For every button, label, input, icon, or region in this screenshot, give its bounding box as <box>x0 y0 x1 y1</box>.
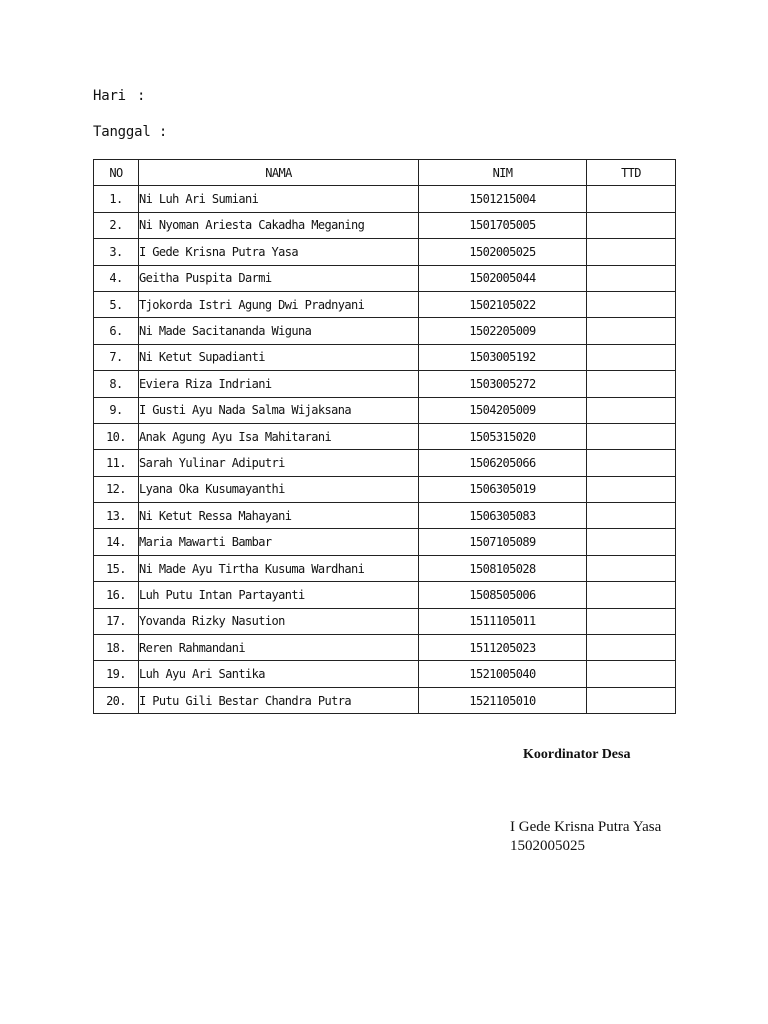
row-nama: Ni Ketut Supadianti <box>139 344 419 370</box>
row-nim: 1504205009 <box>419 397 587 423</box>
row-ttd-signature-cell <box>587 265 676 291</box>
table-row <box>94 344 676 370</box>
row-nama: Anak Agung Ayu Isa Mahitarani <box>139 423 419 449</box>
row-number: 18. <box>94 635 139 661</box>
row-nama: I Gusti Ayu Nada Salma Wijaksana <box>139 397 419 423</box>
table-row <box>94 687 676 713</box>
row-nama: I Gede Krisna Putra Yasa <box>139 239 419 265</box>
row-nama: Lyana Oka Kusumayanthi <box>139 476 419 502</box>
row-number: 13. <box>94 503 139 529</box>
row-number: 15. <box>94 555 139 581</box>
koordinator-nim: 1502005025 <box>510 838 585 854</box>
row-nama: Reren Rahmandani <box>139 635 419 661</box>
row-number: 8. <box>94 371 139 397</box>
table-row <box>94 476 676 502</box>
tanggal-field <box>93 124 171 140</box>
row-ttd-signature-cell <box>587 476 676 502</box>
row-nama: Yovanda Rizky Nasution <box>139 608 419 634</box>
row-nama: Ni Ketut Ressa Mahayani <box>139 503 419 529</box>
hari-field <box>93 88 145 104</box>
table-header-row <box>94 160 676 186</box>
row-nama: Luh Ayu Ari Santika <box>139 661 419 687</box>
header-nama: NAMA <box>139 160 419 186</box>
row-nama: Ni Made Ayu Tirtha Kusuma Wardhani <box>139 555 419 581</box>
row-ttd-signature-cell <box>587 582 676 608</box>
row-nama: Eviera Riza Indriani <box>139 371 419 397</box>
row-number: 16. <box>94 582 139 608</box>
row-number: 1. <box>94 186 139 212</box>
table-row <box>94 635 676 661</box>
row-nim: 1511205023 <box>419 635 587 661</box>
row-number: 10. <box>94 423 139 449</box>
table-row <box>94 186 676 212</box>
row-nim: 1507105089 <box>419 529 587 555</box>
table-row <box>94 608 676 634</box>
koordinator-name: I Gede Krisna Putra Yasa <box>510 819 662 835</box>
row-number: 3. <box>94 239 139 265</box>
row-ttd-signature-cell <box>587 503 676 529</box>
row-number: 14. <box>94 529 139 555</box>
row-nim: 1503005272 <box>419 371 587 397</box>
table-row <box>94 212 676 238</box>
row-nim: 1501705005 <box>419 212 587 238</box>
row-nama: Tjokorda Istri Agung Dwi Pradnyani <box>139 291 419 317</box>
row-nim: 1502005044 <box>419 265 587 291</box>
row-nim: 1511105011 <box>419 608 587 634</box>
header-nim: NIM <box>419 160 587 186</box>
row-number: 5. <box>94 291 139 317</box>
table-row <box>94 265 676 291</box>
row-ttd-signature-cell <box>587 608 676 634</box>
row-nim: 1503005192 <box>419 344 587 370</box>
table-row <box>94 291 676 317</box>
row-nim: 1505315020 <box>419 423 587 449</box>
row-nim: 1502205009 <box>419 318 587 344</box>
row-number: 20. <box>94 687 139 713</box>
row-nama: Sarah Yulinar Adiputri <box>139 450 419 476</box>
table-row <box>94 450 676 476</box>
row-ttd-signature-cell <box>587 450 676 476</box>
row-number: 6. <box>94 318 139 344</box>
row-nama: Ni Nyoman Ariesta Cakadha Meganing <box>139 212 419 238</box>
row-nama: Maria Mawarti Bambar <box>139 529 419 555</box>
row-nim: 1501215004 <box>419 186 587 212</box>
row-ttd-signature-cell <box>587 186 676 212</box>
row-number: 19. <box>94 661 139 687</box>
table-row <box>94 239 676 265</box>
row-nim: 1502005025 <box>419 239 587 265</box>
row-ttd-signature-cell <box>587 212 676 238</box>
attendance-body <box>94 186 676 714</box>
row-number: 9. <box>94 397 139 423</box>
row-number: 2. <box>94 212 139 238</box>
table-row <box>94 371 676 397</box>
row-nama: Ni Made Sacitananda Wiguna <box>139 318 419 344</box>
header-no: NO <box>94 160 139 186</box>
table-row <box>94 503 676 529</box>
row-ttd-signature-cell <box>587 318 676 344</box>
row-nama: Luh Putu Intan Partayanti <box>139 582 419 608</box>
row-nama: Ni Luh Ari Sumiani <box>139 186 419 212</box>
row-ttd-signature-cell <box>587 529 676 555</box>
row-number: 12. <box>94 476 139 502</box>
table-row <box>94 555 676 581</box>
table-row <box>94 582 676 608</box>
tanggal-label: Tanggal : <box>93 124 168 140</box>
row-ttd-signature-cell <box>587 239 676 265</box>
row-nim: 1502105022 <box>419 291 587 317</box>
hari-label: Hari <box>93 88 126 104</box>
hari-colon: : <box>137 88 146 104</box>
row-nim: 1508105028 <box>419 555 587 581</box>
row-ttd-signature-cell <box>587 371 676 397</box>
row-ttd-signature-cell <box>587 344 676 370</box>
table-row <box>94 529 676 555</box>
table-row <box>94 423 676 449</box>
row-ttd-signature-cell <box>587 397 676 423</box>
row-number: 17. <box>94 608 139 634</box>
table-row <box>94 397 676 423</box>
row-ttd-signature-cell <box>587 555 676 581</box>
table-row <box>94 661 676 687</box>
koordinator-title: Koordinator Desa <box>523 747 631 762</box>
row-nim: 1506305019 <box>419 476 587 502</box>
row-nim: 1521105010 <box>419 687 587 713</box>
row-nim: 1521005040 <box>419 661 587 687</box>
row-ttd-signature-cell <box>587 291 676 317</box>
row-number: 4. <box>94 265 139 291</box>
row-nim: 1508505006 <box>419 582 587 608</box>
header-ttd: TTD <box>587 160 676 186</box>
row-nama: I Putu Gili Bestar Chandra Putra <box>139 687 419 713</box>
row-nim: 1506205066 <box>419 450 587 476</box>
row-nim: 1506305083 <box>419 503 587 529</box>
table-row <box>94 318 676 344</box>
row-number: 7. <box>94 344 139 370</box>
row-ttd-signature-cell <box>587 635 676 661</box>
row-ttd-signature-cell <box>587 423 676 449</box>
row-ttd-signature-cell <box>587 661 676 687</box>
row-ttd-signature-cell <box>587 687 676 713</box>
row-nama: Geitha Puspita Darmi <box>139 265 419 291</box>
row-number: 11. <box>94 450 139 476</box>
attendance-table <box>93 159 676 714</box>
